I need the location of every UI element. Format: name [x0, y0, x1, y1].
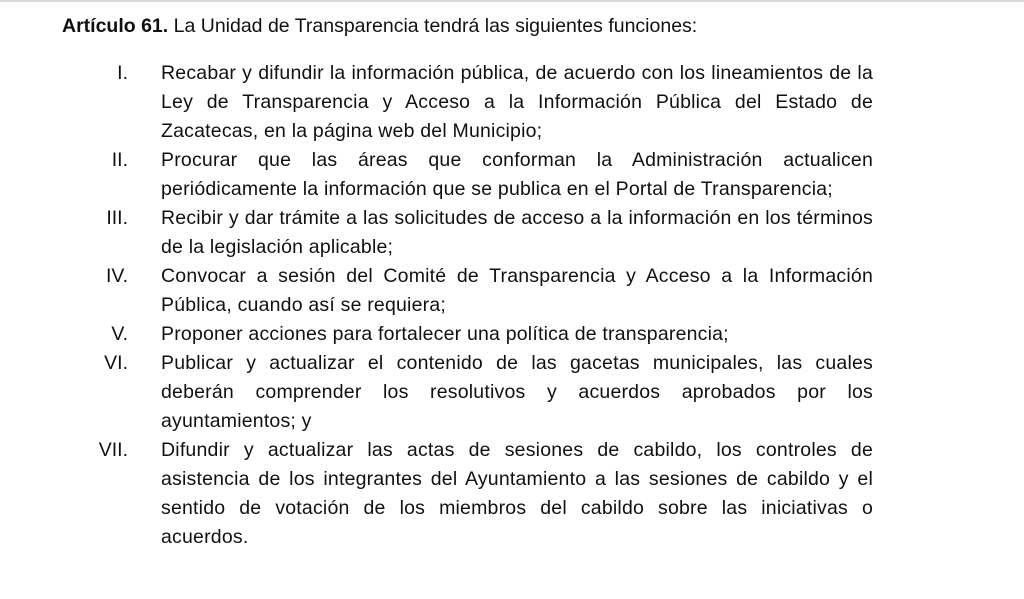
item-text: Procurar que las áreas que conforman la Administración actualicen periódicamente la información que se publica en el Portal de Transparencia;	[161, 149, 873, 200]
item-text: Recabar y difundir la información pública, de acuerdo con los lineamientos de la Ley de Transparencia y Acceso a la Información Pública del Estado de Zacatecas, en la página web del Municipio;	[161, 62, 873, 142]
item-numeral: VII.	[98, 439, 128, 461]
article-label: Artículo 61.	[62, 15, 169, 37]
item-numeral: IV.	[105, 265, 128, 287]
list-item-v	[0, 320, 1024, 349]
list-item-ii	[0, 146, 1024, 204]
list-item-iii	[0, 204, 1024, 262]
list-item-vii	[0, 436, 1024, 552]
item-text: Publicar y actualizar el contenido de las gacetas municipales, las cuales deberán comprender los resolutivos y acuerdos aprobados por los ayuntamientos; y	[161, 352, 873, 432]
item-text: Proponer acciones para fortalecer una política de transparencia;	[161, 323, 729, 345]
item-text: Recibir y dar trámite a las solicitudes de acceso a la información en los términos de la legislación aplicable;	[161, 207, 873, 258]
list-item-iv	[0, 262, 1024, 320]
item-text: Convocar a sesión del Comité de Transparencia y Acceso a la Información Pública, cuando así se requiera;	[161, 265, 873, 316]
article-intro: La Unidad de Transparencia tendrá las siguientes funciones:	[173, 15, 698, 37]
item-numeral: III.	[106, 207, 128, 229]
item-numeral: I.	[117, 62, 128, 84]
functions-list	[0, 59, 1024, 552]
item-numeral: II.	[111, 149, 128, 171]
item-numeral: V.	[111, 323, 128, 345]
list-item-i	[0, 59, 1024, 146]
item-numeral: VI.	[104, 352, 128, 374]
item-text: Difundir y actualizar las actas de sesiones de cabildo, los controles de asistencia de los integrantes del Ayuntamiento a las sesiones de cabildo y el sentido de votación de los miembros del cabildo sobre las iniciativas o acuerdos.	[161, 439, 873, 548]
article-heading	[62, 12, 697, 40]
top-divider	[0, 0, 1024, 2]
list-item-vi	[0, 349, 1024, 436]
